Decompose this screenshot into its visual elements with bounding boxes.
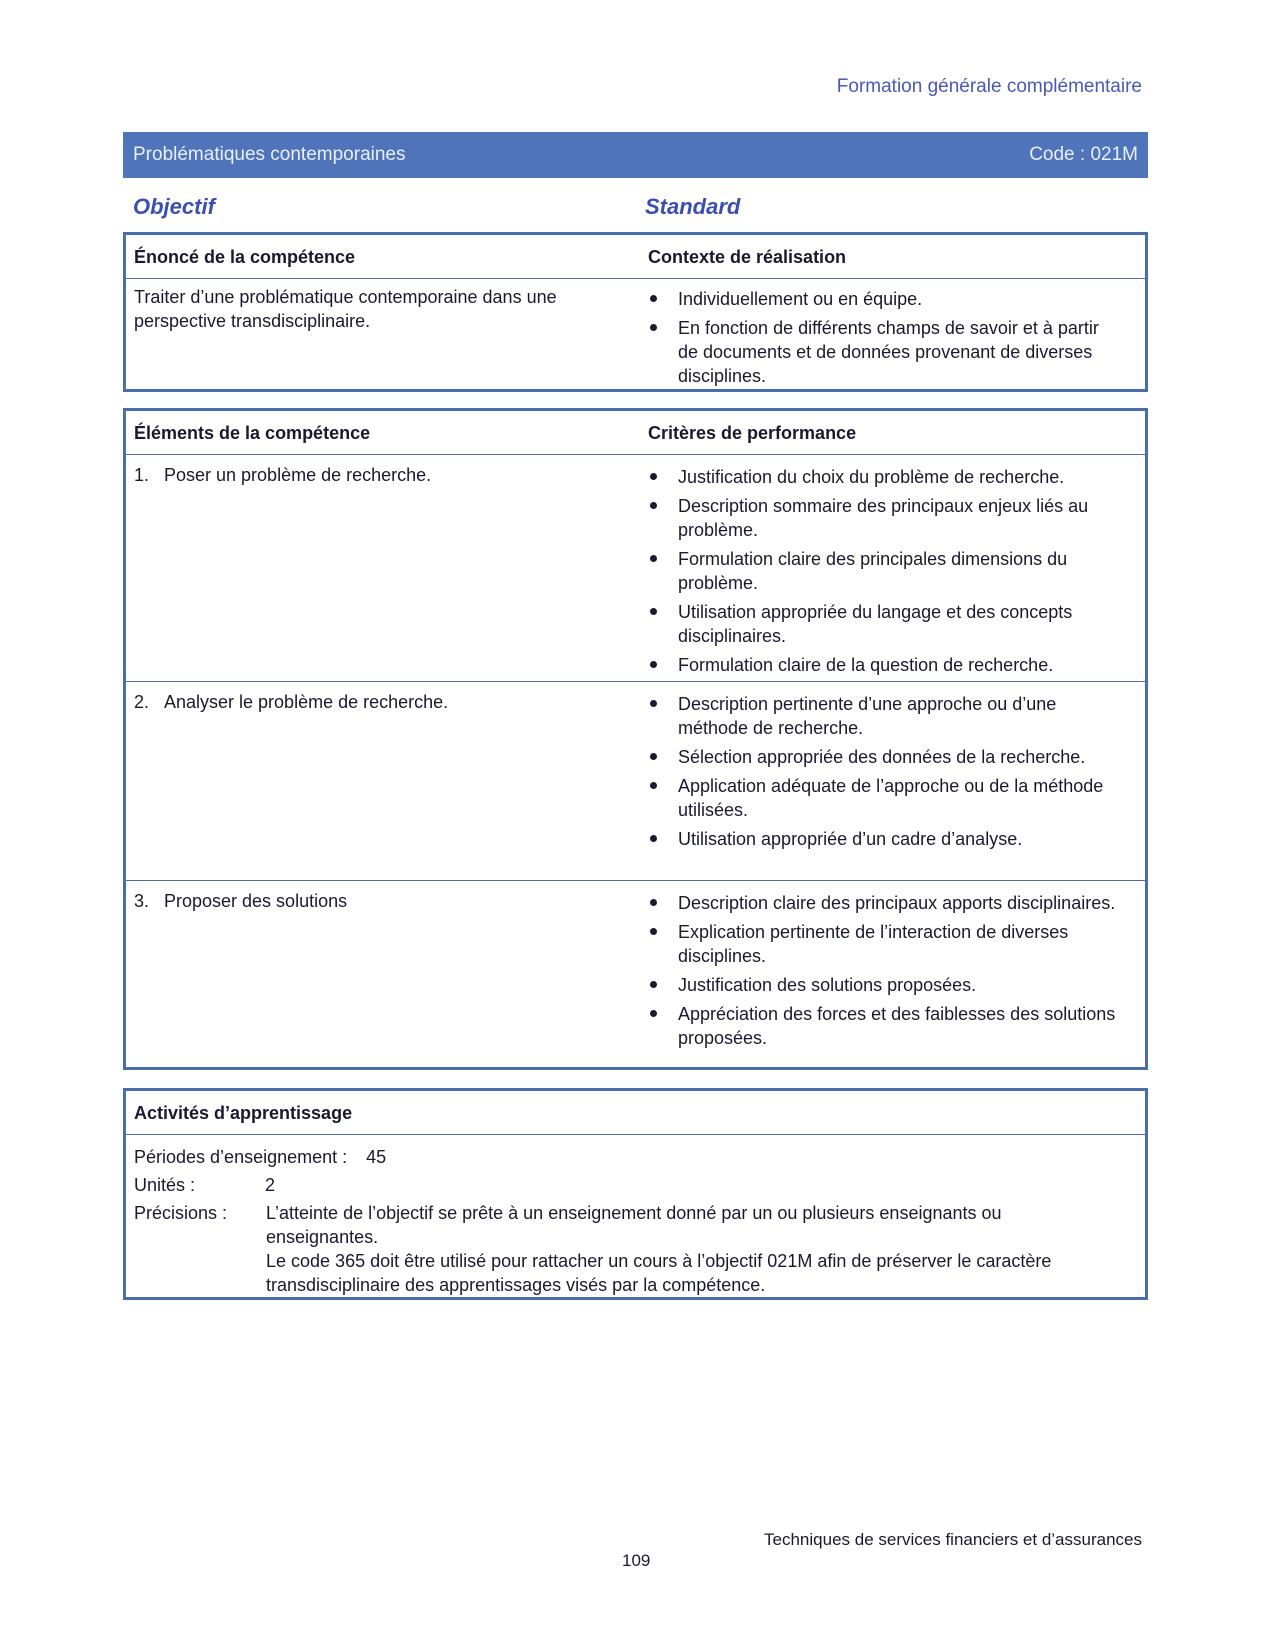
bullet-icon — [650, 1010, 657, 1017]
bullet-icon — [650, 700, 657, 707]
element-text: 2. Analyser le problème de recherche. — [134, 692, 449, 712]
bullet-icon — [650, 502, 657, 509]
bullet-icon — [650, 782, 657, 789]
precisions-text — [266, 1201, 1116, 1297]
bullet-icon — [650, 555, 657, 562]
periodes-line — [134, 1145, 386, 1169]
bullet-icon — [650, 324, 657, 331]
criteria-list — [648, 891, 1123, 1050]
list-item: Justification des solutions proposées. — [648, 973, 1123, 997]
contexte-header-label: Contexte de réalisation — [648, 247, 847, 267]
periodes-label: Périodes d’enseignement : — [134, 1147, 348, 1167]
element-text: 1. Poser un problème de recherche. — [134, 465, 432, 485]
list-item: Individuellement ou en équipe. — [648, 287, 1123, 311]
list-item: Utilisation appropriée d’un cadre d’analyse. — [648, 827, 1123, 851]
bullet-icon — [650, 899, 657, 906]
list-item: Justification du choix du problème de recherche. — [648, 465, 1123, 489]
objectif-label: Objectif — [133, 194, 215, 219]
enonce-box — [123, 232, 1148, 392]
unites-line — [134, 1173, 275, 1197]
list-item: Formulation claire des principales dimensions du problème. — [648, 547, 1123, 595]
elements-header-label: Éléments de la compétence — [134, 423, 371, 443]
bullet-icon — [650, 835, 657, 842]
list-item: Sélection appropriée des données de la recherche. — [648, 745, 1123, 769]
course-code: Code : 021M — [1029, 144, 1138, 165]
enonce-row — [126, 279, 1145, 389]
precision-paragraph: Le code 365 doit être utilisé pour rattacher un cours à l’objectif 021M afin de préserver le caractère transdisciplinaire des apprentissages visés par la compétence. — [266, 1251, 1052, 1295]
enonce-text: Traiter d’une problématique contemporaine dans une perspective transdisciplinaire. — [134, 287, 557, 331]
standard-label: Standard — [645, 194, 741, 219]
bullet-icon — [650, 295, 657, 302]
enonce-header — [126, 235, 1145, 279]
page-number: 109 — [622, 1551, 651, 1570]
activites-header — [126, 1091, 1145, 1135]
criteria-list — [648, 692, 1123, 851]
unites-label: Unités : — [134, 1175, 196, 1195]
periodes-value: 45 — [366, 1147, 387, 1167]
bullet-icon — [650, 753, 657, 760]
activites-header-label: Activités d’apprentissage — [134, 1103, 353, 1123]
criteria-list — [648, 465, 1123, 677]
bullet-icon — [650, 928, 657, 935]
list-item: Appréciation des forces et des faiblesses des solutions proposées. — [648, 1002, 1123, 1050]
title-bar — [123, 132, 1148, 178]
list-item: Explication pertinente de l’interaction de diverses disciplines. — [648, 920, 1123, 968]
unites-value: 2 — [265, 1175, 276, 1195]
element-row-1 — [126, 455, 1145, 681]
bullet-icon — [650, 473, 657, 480]
list-item: En fonction de différents champs de savoir et à partir de documents et de données provenant de diverses disciplines. — [648, 316, 1123, 388]
course-title: Problématiques contemporaines — [133, 144, 406, 165]
activites-box — [123, 1088, 1148, 1300]
running-header: Formation générale complémentaire — [836, 76, 1142, 97]
list-item: Utilisation appropriée du langage et des concepts disciplinaires. — [648, 600, 1123, 648]
list-item: Formulation claire de la question de recherche. — [648, 653, 1123, 677]
bullet-icon — [650, 661, 657, 668]
criteres-header-label: Critères de performance — [648, 423, 857, 443]
element-text: 3. Proposer des solutions — [134, 891, 348, 911]
contexte-list — [648, 287, 1123, 388]
element-row-2 — [126, 681, 1145, 880]
elements-header — [126, 411, 1145, 455]
list-item: Description claire des principaux apports disciplinaires. — [648, 891, 1123, 915]
elements-box — [123, 408, 1148, 1070]
list-item: Description sommaire des principaux enjeux liés au problème. — [648, 494, 1123, 542]
list-item: Application adéquate de l’approche ou de la méthode utilisées. — [648, 774, 1123, 822]
enonce-header-label: Énoncé de la compétence — [134, 247, 356, 267]
bullet-icon — [650, 608, 657, 615]
element-row-3 — [126, 880, 1145, 1070]
list-item: Description pertinente d’une approche ou d’une méthode de recherche. — [648, 692, 1123, 740]
precision-paragraph: L’atteinte de l’objectif se prête à un enseignement donné par un ou plusieurs enseignants ou enseignantes. — [266, 1203, 1002, 1247]
precisions-label: Précisions : — [134, 1203, 228, 1223]
bullet-icon — [650, 981, 657, 988]
footer-program: Techniques de services financiers et d’assurances — [764, 1530, 1142, 1549]
